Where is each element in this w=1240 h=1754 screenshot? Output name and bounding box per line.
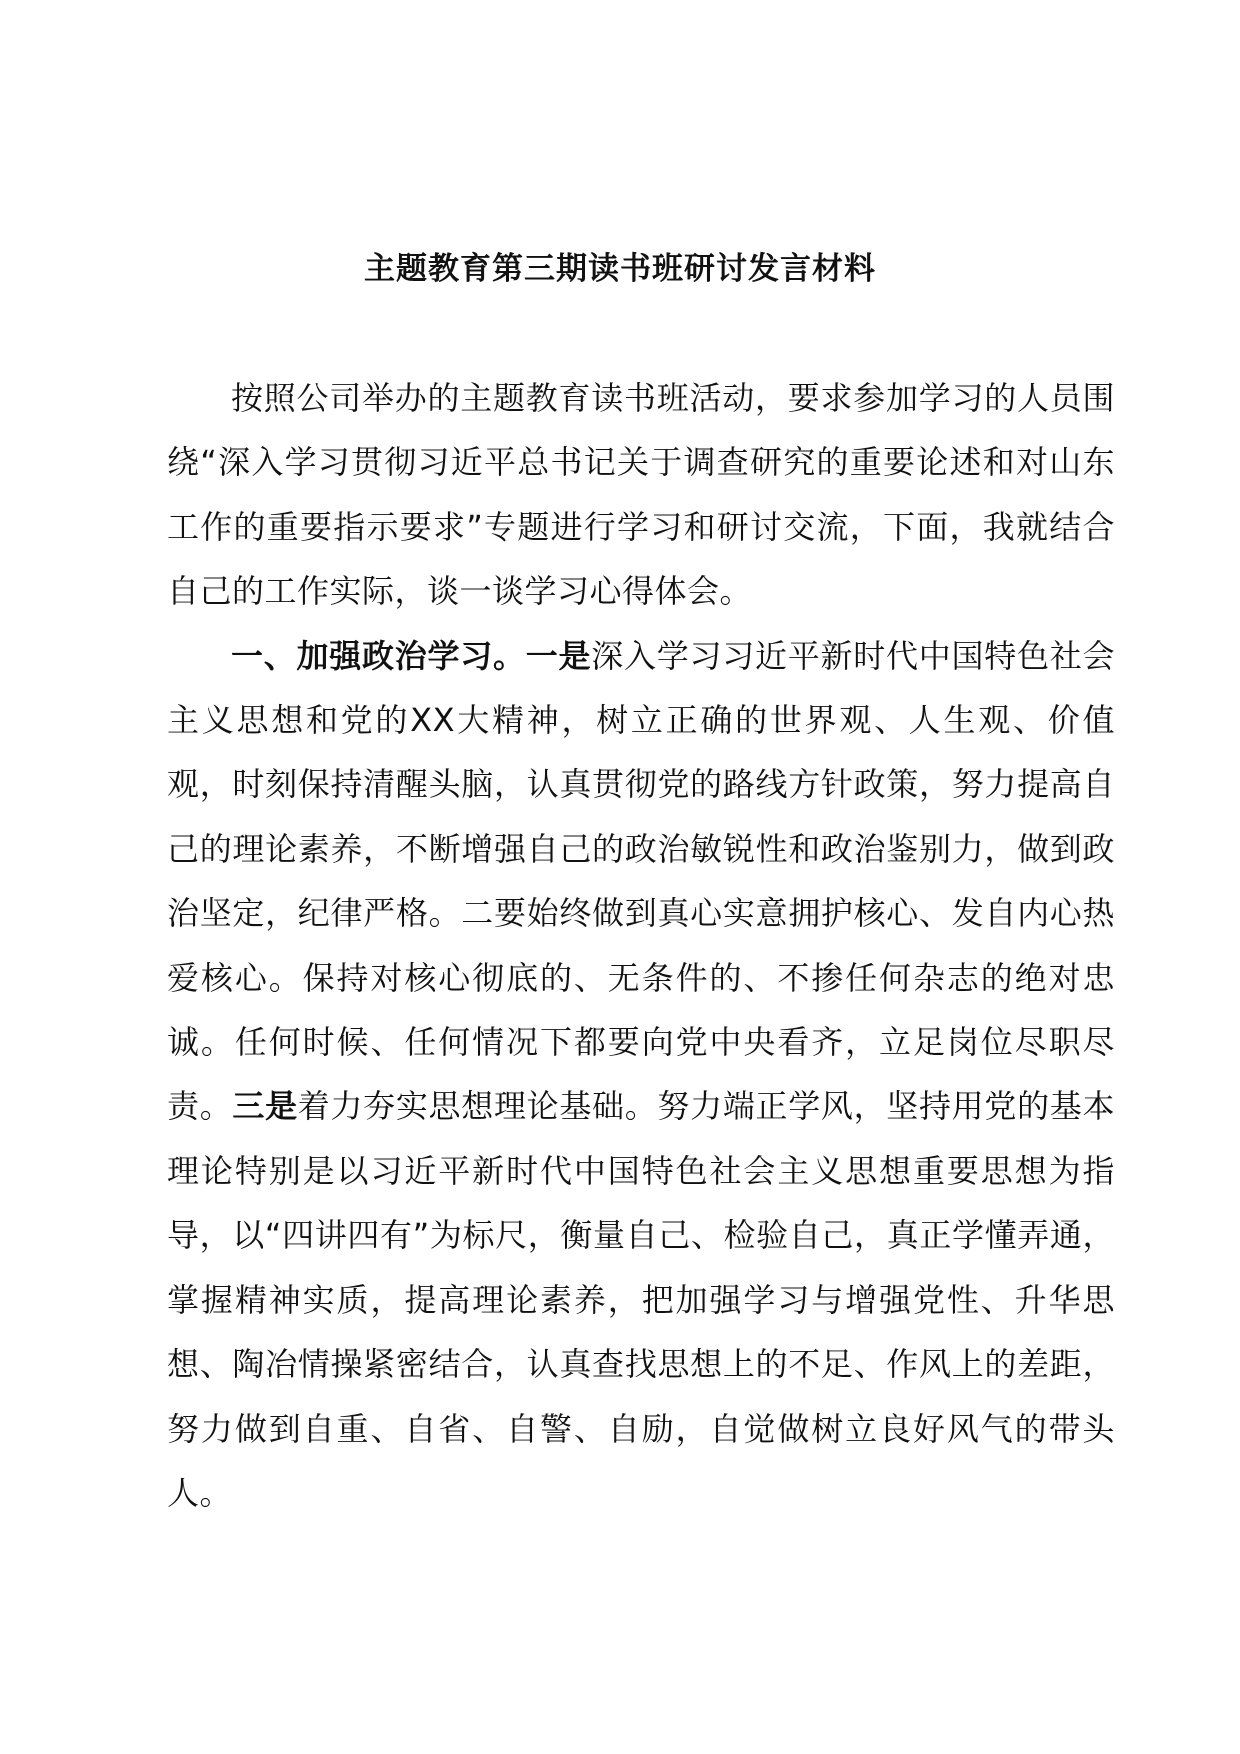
- point-3-lead: 三是: [232, 1087, 298, 1126]
- section-1-heading: 一、加强政治学习。: [231, 636, 526, 675]
- section-1-paragraph: [167, 624, 1115, 1526]
- document-title: 主题教育第三期读书班研讨发言材料: [364, 251, 876, 287]
- point-1-lead: 一是: [525, 636, 592, 675]
- point-3-text: 着力夯实思想理论基础。努力端正学风，坚持用党的基本理论特别是以习近平新时代中国特色社会主义思想重要思想为指导，以“四讲四有”为标尺，衡量自己、检验自己，真正学懂弄通，掌握精神实质，提高理论素养，把加强学习与增强党性、升华思想、陶冶情操紧密结合，认真查找思想上的不足、作风上的差距，努力做到自重、自省、自警、自励，自觉做树立良好风气的带头人。: [167, 1087, 1115, 1512]
- point-1-text: 深入学习习近平新时代中国特色社会主义思想和党的XX大精神，树立正确的世界观、人生观、价值观，时刻保持清醒头脑，认真贯彻党的路线方针政策，努力提高自己的理论素养，不断增强自己的政治敏锐性和政治鉴别力，做到政治坚定，纪律严格。二要始终做到真心实意拥护核心、发自内心热爱核心。保持对核心彻底的、无条件的、不掺任何杂志的绝对忠诚。任何时候、任何情况下都要向党中央看齐，立足岗位尽职尽责。: [167, 636, 1115, 1126]
- document-body: [167, 366, 1115, 1525]
- intro-paragraph: 按照公司举办的主题教育读书班活动，要求参加学习的人员围绕“深入学习贯彻习近平总书记关于调查研究的重要论述和对山东工作的重要指示要求”专题进行学习和研讨交流，下面，我就结合自己的工作实际，谈一谈学习心得体会。: [167, 379, 1115, 611]
